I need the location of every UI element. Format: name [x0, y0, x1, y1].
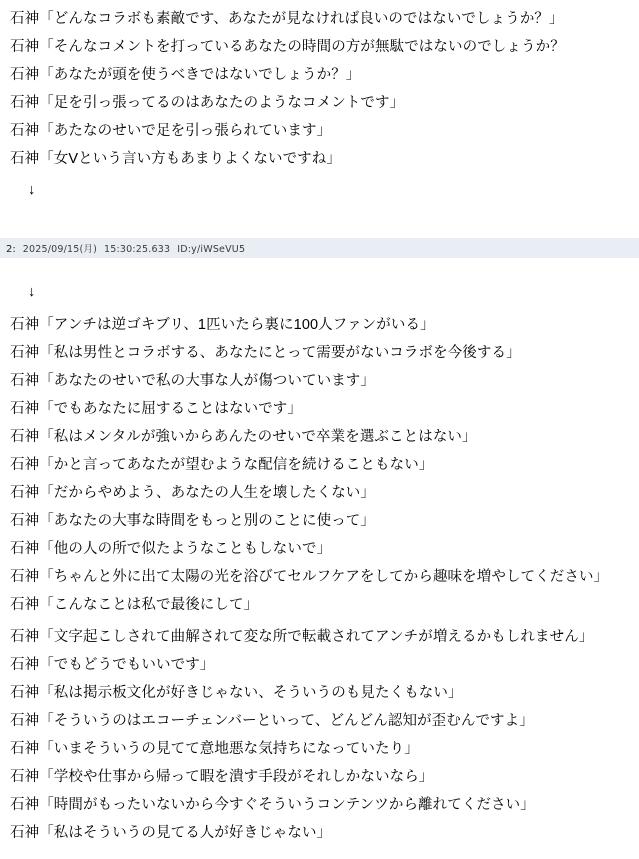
post-line: 石神「アンチは逆ゴキブリ、1匹いたら裏に100人ファンがいる」 — [10, 316, 435, 333]
post-line: 石神「私は男性とコラボする、あなたにとって需要がないコラボを今後する」 — [10, 344, 521, 361]
post-line: 石神「あなたのせいで私の大事な人が傷ついています」 — [10, 372, 375, 389]
post-line: 石神「そういうのはエコーチェンバーといって、どんどん認知が歪むんですよ」 — [10, 713, 534, 730]
down-arrow-icon: ↓ — [28, 283, 36, 300]
post-2-body-group-a — [10, 314, 629, 616]
post-2-body-group-b — [10, 626, 629, 844]
spacer — [10, 616, 629, 626]
spacer — [10, 212, 629, 238]
post-date: 2025/09/15(月) — [22, 243, 98, 255]
post-line: 石神「あなたの大事な時間をもっと別のことに使って」 — [10, 512, 375, 529]
post-line: 石神「あなたが頭を使うべきではないでしょうか？」 — [10, 67, 361, 84]
post-line: 石神「いまそういうの見てて意地悪な気持ちになっていたり」 — [10, 741, 419, 758]
post-line: 石神「ちゃんと外に出て太陽の光を浴びてセルフケアをしてから趣味を増やしてください」 — [10, 568, 609, 585]
post-line: 石神「こんなことは私で最後にして」 — [10, 597, 259, 613]
post-line: 石神「そんなコメントを打っているあなたの時間の方が無駄ではないのでしょうか？ — [10, 39, 565, 56]
post-line: 石神「時間がもったいないから今すぐそういうコンテンツから離れてください」 — [10, 797, 535, 814]
post-number: 2: — [6, 243, 16, 255]
post-line: 石神「私はメンタルが強いからあんたのせいで卒業を選ぶことはない」 — [10, 428, 477, 445]
post-line: 石神「私は掲示板文化が好きじゃない、そういうのも見たくもない」 — [10, 685, 463, 702]
post-2-header — [0, 238, 639, 258]
spacer — [10, 258, 629, 272]
post-line: 石神「どんなコラボも素敵です、あなたが見なければ良いのではないでしょうか？」 — [10, 11, 564, 27]
post-line: 石神「でもあなたに屈することはないです」 — [10, 400, 302, 417]
post-line: 石神「文字起こしされて曲解されて変な所で転載されてアンチが増えるかもしれません」 — [10, 629, 594, 646]
post-line: 石神「他の人の所で似たようなこともしないで」 — [10, 540, 332, 557]
post-line: 石神「でもどうでもいいです」 — [10, 657, 215, 674]
post-line: 石神「学校や仕事から帰って暇を潰す手段がそれしかないなら」 — [10, 769, 434, 786]
post-line: 石神「私はそういうの見てる人が好きじゃない」 — [10, 825, 332, 842]
post-line: 石神「あたなのせいで足を引っ張られています」 — [10, 123, 332, 140]
post-line: 石神「足を引っ張ってるのはあなたのようなコメントです」 — [10, 95, 405, 112]
post-line: 石神「かと言ってあなたが望むような配信を続けることもない」 — [10, 456, 434, 473]
post-line: 石神「女Vという言い方もあまりよくないですね」 — [10, 151, 341, 168]
post-time: 15:30:25.633 — [104, 243, 171, 255]
post-id[interactable]: ID:y/iWSeVU5 — [177, 243, 246, 255]
down-arrow-icon: ↓ — [28, 182, 36, 199]
post-1-body — [10, 8, 629, 170]
post-line: 石神「だからやめよう、あなたの人生を壊したくない」 — [10, 484, 375, 501]
